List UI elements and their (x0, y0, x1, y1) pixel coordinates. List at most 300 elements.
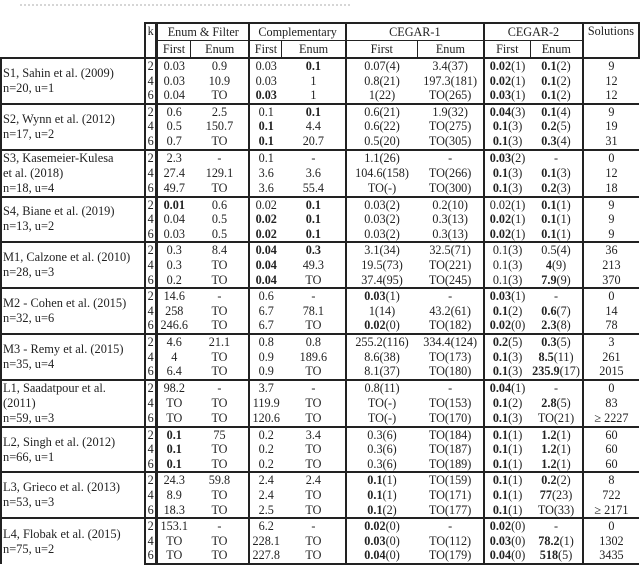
cell-value: TO (305, 502, 322, 517)
cell-c2-first (484, 334, 530, 350)
cell-value: 1.2 (541, 456, 557, 471)
k-value: 6 (145, 457, 156, 473)
cell-suffix: (5) (556, 395, 571, 410)
cell-value: TO(221) (428, 257, 472, 272)
header-solutions: Solutions (583, 23, 639, 58)
cell-suffix: (3) (508, 364, 523, 379)
cell-value: 19.5(73) (361, 257, 403, 272)
cell-value: - (553, 150, 559, 165)
cell-c1-enum (417, 258, 484, 273)
cell-value: 0.8(11) (364, 380, 400, 395)
cell-value: 0.1 (541, 73, 557, 88)
cell-value: 1 (310, 73, 317, 88)
cell-suffix: (1) (385, 289, 400, 304)
table-row (1, 380, 639, 396)
cell-comp-enum (282, 364, 346, 380)
cell-suffix: (5) (558, 548, 573, 563)
cell-comp-enum (282, 503, 346, 519)
cell-value: 0.1 (492, 349, 509, 364)
cell-solutions (583, 534, 639, 549)
cell-comp-first (249, 150, 281, 166)
cell-value: 0.9 (258, 364, 274, 379)
cell-c2-first (484, 534, 530, 549)
cell-value: TO (211, 272, 228, 287)
cell-value: TO(159) (428, 473, 472, 488)
cell-c1-enum (417, 380, 484, 396)
cell-value: TO (211, 442, 228, 457)
cell-c2-enum (530, 74, 583, 89)
cell-value: 0.1 (492, 442, 509, 457)
cell-comp-first (249, 350, 281, 365)
k-value: 6 (145, 318, 156, 334)
k-value: 6 (145, 181, 156, 197)
cell-comp-first (249, 258, 281, 273)
cell-value: 0.6 (258, 289, 274, 304)
cell-value: 0.3 (166, 243, 182, 258)
cell-ef-first (157, 503, 191, 519)
cell-suffix: (5) (556, 334, 571, 349)
cell-value: TO (166, 548, 183, 563)
cell-value: 0.1 (305, 212, 321, 227)
cell-value: 1.9(32) (432, 104, 468, 119)
cell-c2-first (484, 442, 530, 457)
cell-value: 722 (602, 488, 621, 503)
header-c2-first: First (484, 41, 530, 59)
cell-ef-first (157, 166, 191, 181)
cell-c2-first (484, 119, 530, 134)
cell-comp-first (249, 457, 281, 473)
cell-comp-enum (282, 488, 346, 503)
cell-comp-enum (282, 334, 346, 350)
cell-ef-enum (190, 518, 249, 534)
header-complementary: Complementary (249, 23, 345, 41)
cell-value: 0.2 (541, 119, 557, 134)
cell-comp-first (249, 488, 281, 503)
cell-c2-enum (530, 58, 583, 74)
cell-value: 18.3 (163, 502, 185, 517)
cell-value: 4 (171, 349, 178, 364)
cell-c2-first (484, 350, 530, 365)
cell-value: TO(182) (428, 318, 472, 333)
cell-c2-first (484, 396, 530, 411)
cell-suffix: (1) (556, 197, 571, 212)
cell-value: 0.04 (489, 104, 512, 119)
cell-c1-first (346, 350, 418, 365)
cell-suffix: (1) (556, 456, 571, 471)
cell-value: 49.3 (302, 257, 325, 272)
cell-solutions (583, 119, 639, 134)
cell-c2-enum (530, 119, 583, 134)
cell-value: 0.3 (166, 257, 182, 272)
cell-value: 6.2 (258, 519, 274, 534)
cell-value: 0.1 (492, 119, 509, 134)
cell-c2-enum (530, 534, 583, 549)
cell-ef-enum (190, 503, 249, 519)
cell-value: TO (211, 349, 228, 364)
cell-value: 0.04 (163, 212, 185, 227)
cell-ef-first (157, 242, 191, 258)
cell-value: 0.04 (255, 257, 277, 272)
cell-value: 20.7 (302, 133, 325, 148)
cell-suffix: (1) (508, 502, 523, 517)
cell-c2-first (484, 304, 530, 319)
cell-ef-enum (190, 273, 249, 289)
cell-ef-first (157, 472, 191, 488)
cell-ef-first (157, 334, 191, 350)
cell-value: TO(171) (428, 488, 472, 503)
cell-c1-first (346, 488, 418, 503)
cell-value: 3 (608, 334, 615, 349)
cell-c2-enum (530, 488, 583, 503)
cell-c2-enum (530, 273, 583, 289)
header-ef-first: First (157, 41, 191, 59)
cell-comp-first (249, 88, 281, 104)
cell-value: 3435 (599, 548, 624, 563)
cell-suffix: (1) (508, 442, 523, 457)
cell-value: ≥ 2171 (594, 502, 629, 517)
k-value: 6 (145, 134, 156, 150)
k-value: 2 (145, 472, 156, 488)
cell-c1-first (346, 457, 418, 473)
cell-suffix: (2) (508, 303, 523, 318)
cell-value: 0.02 (489, 226, 512, 241)
cell-value: 0.07(4) (364, 59, 400, 73)
cell-value: 1 (310, 88, 317, 103)
cell-value: 0.03 (163, 226, 185, 241)
cell-value: 3.4 (305, 427, 321, 442)
cell-value: 0.03(2) (364, 212, 400, 227)
cell-c2-first (484, 74, 530, 89)
cell-value: TO(189) (428, 456, 472, 471)
cell-c1-first (346, 58, 418, 74)
cell-value: 12 (605, 88, 618, 103)
cell-c2-enum (530, 318, 583, 334)
cell-value: 0.1 (541, 165, 557, 180)
cell-suffix: (1) (556, 212, 571, 227)
cell-ef-enum (190, 442, 249, 457)
k-value: 4 (145, 534, 156, 549)
cell-value: 0.2 (492, 334, 509, 349)
cell-c1-first (346, 242, 418, 258)
cell-ef-enum (190, 488, 249, 503)
cropped-caption (20, 0, 350, 6)
cell-c2-enum (530, 548, 583, 564)
cell-value: 0.3(6) (367, 427, 397, 442)
cell-comp-first (249, 134, 281, 150)
cell-value: 21.1 (208, 334, 231, 349)
cell-comp-first (249, 318, 281, 334)
cell-value: - (448, 150, 453, 165)
cell-value: 8.4 (211, 243, 228, 258)
cell-value: 0.1 (166, 456, 182, 471)
cell-ef-first (157, 288, 191, 304)
cell-value: 2.5 (211, 104, 228, 119)
cell-value: 1302 (599, 533, 624, 548)
cell-value: 0.3(13) (432, 226, 468, 241)
cell-c2-first (484, 364, 530, 380)
cell-value: 0.03 (489, 289, 512, 304)
cell-ef-enum (190, 380, 249, 396)
table-row (1, 242, 639, 258)
cell-value: 0.9 (211, 59, 228, 73)
cell-value: 0.03 (163, 73, 185, 88)
cell-suffix: (3) (508, 349, 523, 364)
cell-value: 18 (605, 180, 618, 195)
cell-value: 0.6 (166, 104, 182, 119)
cell-value: 2.5 (258, 502, 274, 517)
cell-solutions (583, 258, 639, 273)
cell-value: - (553, 519, 559, 534)
model-label-line: n=18, u=4 (3, 180, 55, 195)
cell-c1-first (346, 273, 418, 289)
cell-value: - (311, 289, 316, 304)
cell-c2-enum (530, 350, 583, 365)
cell-value: 153.1 (160, 519, 188, 534)
model-label (1, 150, 145, 197)
cell-value: 0.1 (492, 364, 509, 379)
cell-c1-enum (417, 227, 484, 243)
cell-c1-first (346, 472, 418, 488)
cell-c2-first (484, 518, 530, 534)
cell-value: TO (305, 548, 322, 563)
cell-value: TO (211, 180, 228, 195)
cell-value: 0.2 (541, 180, 557, 195)
cell-value: TO (211, 502, 228, 517)
cell-c1-first (346, 104, 418, 120)
cell-c2-first (484, 548, 530, 564)
cell-value: TO (211, 395, 228, 410)
cell-comp-enum (282, 288, 346, 304)
cell-ef-enum (190, 197, 249, 213)
model-label-line: n=28, u=3 (3, 265, 55, 280)
cell-ef-first (157, 518, 191, 534)
cell-value: 235.9 (532, 364, 560, 379)
cell-solutions (583, 364, 639, 380)
cell-ef-first (157, 119, 191, 134)
cell-value: TO(-) (367, 395, 397, 410)
cell-solutions (583, 380, 639, 396)
cell-value: 0.1 (541, 212, 557, 227)
cell-c1-enum (417, 472, 484, 488)
cell-c1-enum (417, 334, 484, 350)
cell-value: TO (166, 395, 183, 410)
cell-comp-enum (282, 134, 346, 150)
cell-value: 0.1(3) (492, 257, 523, 272)
cell-c2-enum (530, 518, 583, 534)
k-value: 2 (145, 518, 156, 534)
model-label-line: L1, Saadatpour et al. (3, 380, 106, 395)
table-row (1, 104, 639, 120)
cell-value: TO(305) (428, 133, 472, 148)
cell-value: TO (305, 442, 322, 457)
cell-value: 0.02 (255, 226, 277, 241)
cell-ef-enum (190, 304, 249, 319)
cell-value: TO (211, 548, 228, 563)
cell-suffix: (2) (382, 502, 397, 517)
cell-solutions (583, 548, 639, 564)
cell-solutions (583, 227, 639, 243)
cell-value: TO (166, 410, 183, 425)
cell-c2-first (484, 134, 530, 150)
cell-value: 2.8 (541, 395, 557, 410)
cell-c1-first (346, 442, 418, 457)
cell-solutions (583, 104, 639, 120)
k-value: 2 (145, 197, 156, 213)
cell-value: 0.5 (166, 119, 182, 134)
cell-c1-first (346, 518, 418, 534)
cell-value: 9 (608, 197, 615, 212)
cell-value: 12 (605, 165, 618, 180)
cell-value: 0.1 (541, 88, 557, 103)
cell-value: 14.6 (163, 289, 185, 304)
model-label (1, 288, 145, 334)
cell-ef-first (157, 273, 191, 289)
cell-value: 0.1 (258, 104, 274, 119)
model-label (1, 197, 145, 243)
cell-comp-first (249, 548, 281, 564)
cell-ef-first (157, 364, 191, 380)
model-label-line: n=32, u=6 (3, 311, 55, 326)
cell-comp-first (249, 534, 281, 549)
cell-suffix: (4) (556, 104, 571, 119)
k-value: 2 (145, 288, 156, 304)
cell-value: 227.8 (252, 548, 280, 563)
cell-c1-first (346, 212, 418, 227)
cell-value: 0.1 (541, 226, 557, 241)
cell-value: TO(173) (428, 349, 472, 364)
cell-value: 0.1 (492, 303, 509, 318)
cell-c2-enum (530, 150, 583, 166)
cell-ef-enum (190, 242, 249, 258)
cell-c2-first (484, 273, 530, 289)
cell-value: TO (211, 88, 228, 103)
cell-value: TO(265) (428, 88, 472, 103)
cell-value: 0.1 (258, 133, 274, 148)
cell-c2-enum (530, 166, 583, 181)
cell-suffix: (23) (551, 488, 573, 503)
cell-value: 0 (608, 150, 615, 165)
cell-value: 75 (213, 427, 226, 442)
cell-value: TO(245) (428, 272, 472, 287)
k-value: 4 (145, 258, 156, 273)
model-label-line: n=20, u=1 (3, 80, 55, 95)
cell-c1-first (346, 258, 418, 273)
model-label (1, 58, 145, 104)
cell-value: 0.03 (255, 59, 277, 73)
cell-value: 0.03 (255, 73, 277, 88)
cell-c2-enum (530, 227, 583, 243)
cell-value: - (553, 380, 559, 395)
k-value: 6 (145, 88, 156, 104)
cell-solutions (583, 88, 639, 104)
cell-value: 120.6 (252, 410, 280, 425)
cell-value: 4.6 (166, 334, 182, 349)
cell-value: 43.2(61) (429, 303, 471, 318)
model-label-line: n=13, u=2 (3, 219, 55, 234)
model-label (1, 334, 145, 380)
cell-value: 8.1(37) (364, 364, 400, 379)
table-row (1, 150, 639, 166)
cell-value: 261 (602, 349, 621, 364)
cell-solutions (583, 212, 639, 227)
cell-ef-first (157, 88, 191, 104)
cell-value: - (311, 519, 316, 534)
cell-comp-first (249, 364, 281, 380)
cell-comp-first (249, 396, 281, 411)
cell-c2-first (484, 197, 530, 213)
cell-comp-enum (282, 411, 346, 427)
cell-value: TO (211, 133, 228, 148)
header-blank (1, 23, 145, 41)
cell-value: 0.1 (492, 395, 509, 410)
cell-value: 60 (605, 442, 618, 457)
cell-solutions (583, 150, 639, 166)
cell-suffix: (2) (511, 150, 526, 165)
cell-c1-first (346, 181, 418, 197)
cell-c2-first (484, 166, 530, 181)
cell-c1-enum (417, 318, 484, 334)
cell-c1-enum (417, 503, 484, 519)
cell-value: 0.02 (489, 519, 512, 534)
cell-comp-enum (282, 472, 346, 488)
cell-c2-first (484, 288, 530, 304)
cell-solutions (583, 273, 639, 289)
cell-ef-enum (190, 58, 249, 74)
cell-c1-enum (417, 288, 484, 304)
cell-value: 0.1 (305, 197, 321, 212)
k-value: 2 (145, 334, 156, 350)
cell-value: 0.1 (541, 197, 557, 212)
cell-value: 0.5 (211, 226, 228, 241)
model-label-line: n=53, u=3 (3, 495, 55, 510)
cell-value: 60 (605, 456, 618, 471)
cell-c1-enum (417, 548, 484, 564)
table-row (1, 58, 639, 74)
cell-value: TO (305, 488, 322, 503)
cell-c2-first (484, 181, 530, 197)
cell-c2-first (484, 488, 530, 503)
cell-value: 370 (602, 272, 621, 287)
cell-comp-first (249, 411, 281, 427)
cell-c1-enum (417, 534, 484, 549)
cell-comp-first (249, 442, 281, 457)
header-row-sub (1, 41, 639, 59)
cell-c1-enum (417, 396, 484, 411)
cell-c2-enum (530, 104, 583, 120)
model-label-line: S3, Kasemeier-Kulesa (3, 150, 114, 165)
cell-ef-enum (190, 288, 249, 304)
cell-comp-first (249, 58, 281, 74)
cell-value: TO (305, 272, 322, 287)
cell-c2-first (484, 58, 530, 74)
cell-value: TO(-) (367, 410, 397, 425)
cell-value: 31 (605, 133, 618, 148)
cell-ef-first (157, 380, 191, 396)
cell-value: 0.1 (541, 104, 557, 119)
cell-c2-first (484, 380, 530, 396)
cell-value: 0.02 (489, 73, 512, 88)
cell-c1-enum (417, 74, 484, 89)
cell-c1-enum (417, 364, 484, 380)
cell-ef-first (157, 58, 191, 74)
k-value: 6 (145, 411, 156, 427)
cell-value: TO (211, 410, 228, 425)
cell-comp-first (249, 273, 281, 289)
cell-value: 0.02 (364, 318, 386, 333)
cell-suffix: (7) (556, 303, 571, 318)
cell-ef-enum (190, 457, 249, 473)
cell-value: TO (211, 364, 228, 379)
